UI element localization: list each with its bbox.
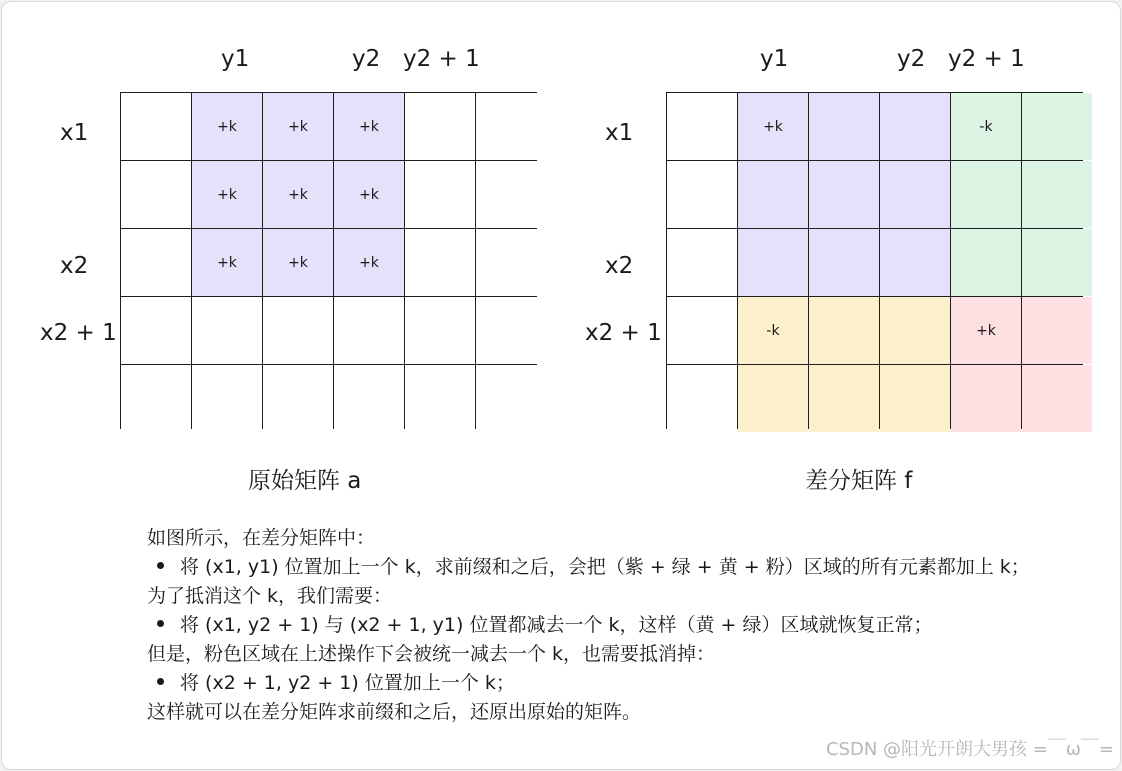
left-cell-r3-c5 [476, 297, 546, 364]
right-cell-r0-c5 [1022, 93, 1092, 160]
cell-value-label: +k [217, 255, 237, 271]
left-cell-r1-c4 [405, 161, 475, 228]
left-row-label-x2plus1: x2 + 1 [40, 320, 117, 346]
right-cell-r1-c1 [738, 161, 808, 228]
left-cell-r1-c0 [121, 161, 191, 228]
line-text: 将 (x1, y1) 位置加上一个 k，求前缀和之后，会把（紫 + 绿 + 黄 + 粉）区域的所有元素都加上 k； [180, 556, 1030, 578]
left-cell-r2-c5 [476, 229, 546, 296]
right-cell-r2-c1 [738, 229, 808, 296]
left-cell-r3-c0 [121, 297, 191, 364]
right-cell-r2-c0 [667, 229, 737, 296]
bullet-line [147, 669, 1030, 698]
difference-matrix-f [666, 92, 1083, 429]
left-col-label-y2plus1: y2 + 1 [403, 46, 480, 72]
cell-value-label: +k [288, 187, 308, 203]
cell-value-label: -k [766, 323, 780, 339]
right-cell-r4-c3 [880, 365, 950, 432]
left-cell-r2-c1 [192, 229, 262, 296]
left-cell-r0-c2 [263, 93, 333, 160]
left-cell-r3-c2 [263, 297, 333, 364]
right-cell-r3-c4 [951, 297, 1021, 364]
bullet-line [147, 553, 1030, 582]
left-col-label-y1: y1 [221, 46, 250, 72]
right-cell-r0-c1 [738, 93, 808, 160]
line-text: 为了抵消这个 k，我们需要： [147, 585, 393, 607]
left-cell-r2-c2 [263, 229, 333, 296]
right-cell-r2-c5 [1022, 229, 1092, 296]
right-cell-r3-c5 [1022, 297, 1092, 364]
left-cell-r0-c5 [476, 93, 546, 160]
right-cell-r1-c2 [809, 161, 879, 228]
cell-value-label: +k [288, 119, 308, 135]
left-cell-r1-c3 [334, 161, 404, 228]
line-text: 将 (x2 + 1, y2 + 1) 位置加上一个 k； [180, 672, 515, 694]
line-text: 将 (x1, y2 + 1) 与 (x2 + 1, y1) 位置都减去一个 k，这样（黄 + 绿）区域就恢复正常； [180, 614, 933, 636]
left-cell-r3-c4 [405, 297, 475, 364]
line-text: 但是，粉色区域在上述操作下会被统一减去一个 k，也需要抵消掉： [147, 643, 716, 665]
right-caption: 差分矩阵 f [805, 468, 913, 494]
left-cell-r1-c1 [192, 161, 262, 228]
left-cell-r1-c5 [476, 161, 546, 228]
right-cell-r1-c5 [1022, 161, 1092, 228]
cell-value-label: +k [763, 119, 783, 135]
right-cell-r3-c0 [667, 297, 737, 364]
text-line [147, 698, 1030, 727]
left-cell-r4-c1 [192, 365, 262, 432]
left-col-label-y2: y2 [352, 46, 381, 72]
left-row-label-x2: x2 [60, 253, 89, 279]
left-cell-r0-c3 [334, 93, 404, 160]
cell-value-label: +k [359, 255, 379, 271]
left-cell-r3-c3 [334, 297, 404, 364]
right-cell-r3-c1 [738, 297, 808, 364]
right-cell-r1-c4 [951, 161, 1021, 228]
right-cell-r0-c2 [809, 93, 879, 160]
cell-value-label: +k [288, 255, 308, 271]
left-cell-r4-c0 [121, 365, 191, 432]
cell-value-label: +k [217, 119, 237, 135]
right-cell-r4-c4 [951, 365, 1021, 432]
bullet-dot-icon [157, 562, 164, 569]
left-cell-r2-c4 [405, 229, 475, 296]
right-cell-r0-c4 [951, 93, 1021, 160]
line-text: 如图所示，在差分矩阵中： [147, 527, 376, 549]
left-cell-r2-c3 [334, 229, 404, 296]
right-cell-r3-c3 [880, 297, 950, 364]
right-col-label-y2plus1: y2 + 1 [948, 46, 1025, 72]
cell-value-label: +k [976, 323, 996, 339]
left-cell-r2-c0 [121, 229, 191, 296]
text-line [147, 524, 1030, 553]
right-cell-r2-c3 [880, 229, 950, 296]
bullet-dot-icon [157, 620, 164, 627]
right-col-label-y1: y1 [760, 46, 789, 72]
left-cell-r4-c3 [334, 365, 404, 432]
cell-value-label: +k [217, 187, 237, 203]
right-cell-r2-c4 [951, 229, 1021, 296]
left-cell-r4-c5 [476, 365, 546, 432]
right-cell-r1-c3 [880, 161, 950, 228]
bullet-line [147, 611, 1030, 640]
right-cell-r3-c2 [809, 297, 879, 364]
watermark: CSDN @阳光开朗大男孩 =￣ω￣= [826, 739, 1114, 760]
right-cell-r4-c2 [809, 365, 879, 432]
right-col-label-y2: y2 [897, 46, 926, 72]
right-cell-r0-c3 [880, 93, 950, 160]
cell-value-label: -k [979, 119, 993, 135]
original-matrix-a [120, 92, 537, 429]
right-cell-r1-c0 [667, 161, 737, 228]
cell-value-label: +k [359, 119, 379, 135]
explanation-text [147, 524, 1030, 727]
line-text: 这样就可以在差分矩阵求前缀和之后，还原出原始的矩阵。 [147, 701, 642, 723]
right-cell-r4-c1 [738, 365, 808, 432]
left-cell-r4-c4 [405, 365, 475, 432]
diagram-card [1, 1, 1121, 770]
right-row-label-x2plus1: x2 + 1 [585, 320, 662, 346]
left-cell-r1-c2 [263, 161, 333, 228]
text-line [147, 640, 1030, 669]
text-line [147, 582, 1030, 611]
left-cell-r0-c4 [405, 93, 475, 160]
right-row-label-x1: x1 [605, 120, 634, 146]
left-cell-r3-c1 [192, 297, 262, 364]
left-cell-r4-c2 [263, 365, 333, 432]
left-caption: 原始矩阵 a [248, 468, 362, 494]
right-cell-r2-c2 [809, 229, 879, 296]
right-cell-r0-c0 [667, 93, 737, 160]
left-row-label-x1: x1 [60, 120, 89, 146]
right-cell-r4-c0 [667, 365, 737, 432]
left-cell-r0-c1 [192, 93, 262, 160]
left-cell-r0-c0 [121, 93, 191, 160]
cell-value-label: +k [359, 187, 379, 203]
right-row-label-x2: x2 [605, 253, 634, 279]
right-cell-r4-c5 [1022, 365, 1092, 432]
bullet-dot-icon [157, 678, 164, 685]
